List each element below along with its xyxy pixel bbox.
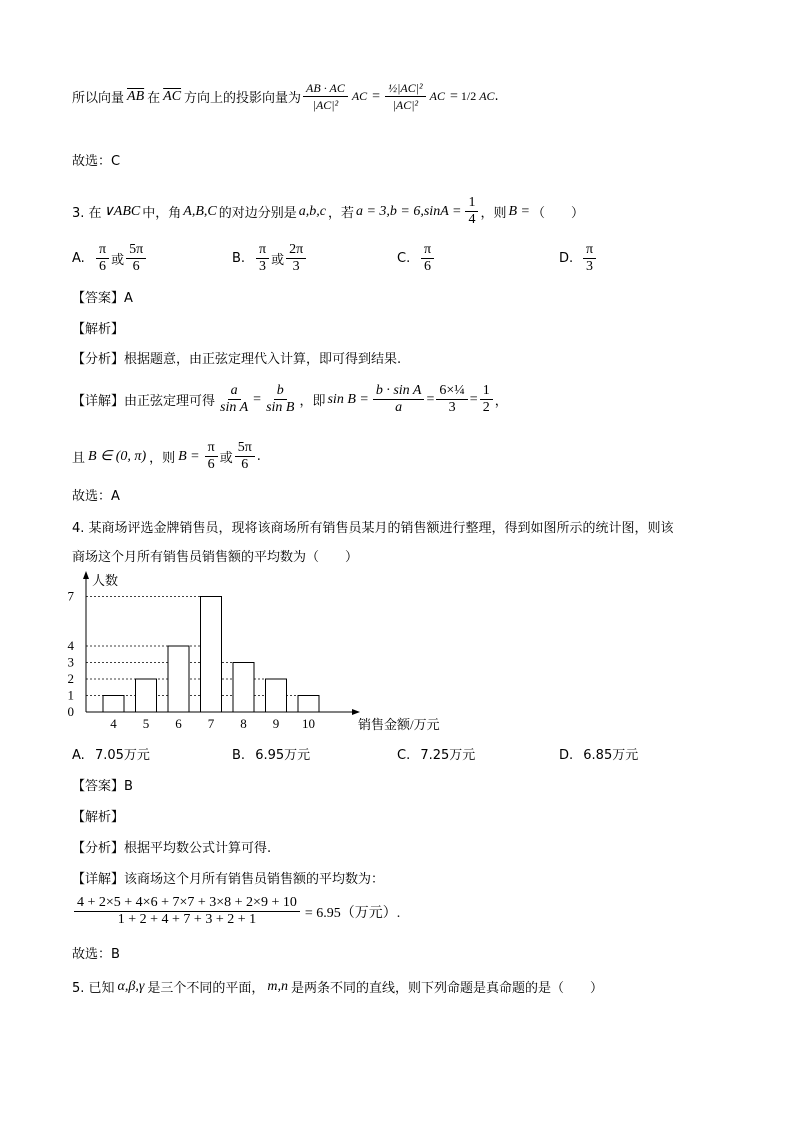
q4-final: 故选：B: [72, 947, 120, 962]
y-axis-label: 人数: [92, 573, 119, 588]
q4-stem-line2: 商场这个月所有销售员销售额的平均数为（ ）: [72, 550, 359, 565]
projection-in: 在: [147, 91, 161, 106]
frac-a-sinA: $\frac{a}{\text{sin A}}$: [220, 383, 249, 415]
q3-range-line: [72, 440, 261, 473]
vector-ac: $\overline{AC}$: [163, 88, 182, 104]
y-tick-label: 7: [67, 588, 74, 604]
option-or: 或: [271, 253, 285, 268]
option-fraction: $\frac{\pi}{6}$: [421, 242, 434, 275]
period: .: [256, 449, 261, 464]
y-tick-label: 0: [67, 704, 74, 719]
fenxi-tag: 【分析】: [72, 841, 125, 856]
q4-option-c[interactable]: [397, 744, 475, 763]
q4-options: [72, 744, 672, 764]
detail-text: 由正弦定理可得: [124, 394, 216, 409]
fenxi-text: 根据平均数公式计算可得.: [124, 841, 272, 856]
y-tick-label: 3: [67, 654, 74, 670]
option-label: C.: [397, 251, 411, 266]
q3-angles: A,B,C: [183, 203, 217, 219]
answer-tag: 【答案】: [72, 291, 125, 306]
projection-prefix: 所以向量: [72, 91, 125, 106]
fenxi-tag: 【分析】: [72, 352, 125, 367]
bar-7: [201, 597, 222, 713]
q5-lines: m,n: [267, 978, 289, 994]
projection-line: [72, 80, 499, 113]
option-or: 或: [111, 253, 125, 268]
frac-1-2: $\frac{1}{2}$: [480, 383, 493, 416]
q4-option-a[interactable]: [72, 744, 150, 763]
projection-fraction: $\frac{AB \cdot AC}{\text{|AC|²}}$: [303, 80, 348, 113]
frac-6quarter-3: $\frac{\text{6×¼}}{3}$: [436, 383, 467, 416]
option-fraction: $\frac{\pi}{3}$: [583, 242, 596, 275]
and: 且: [72, 451, 86, 466]
q3-cond: ，若: [327, 206, 354, 221]
pi-6: $\frac{\pi}{6}$: [205, 440, 218, 473]
option-label: D.: [559, 748, 578, 763]
q5-suffix: 是两条不同的直线，则下列命题是真命题的是（ ）: [291, 981, 604, 996]
x-tick-label: 9: [272, 716, 280, 731]
answer-tag: 【答案】: [72, 779, 125, 794]
frac-b-sinB: $\frac{b}{\text{sin B}}$: [266, 383, 295, 415]
option-label: B.: [232, 748, 250, 763]
y-axis-arrow: [83, 571, 89, 579]
projection-vector-2: AC: [429, 89, 445, 103]
frac-bsinA-a: $\frac{\text{b · sin A}}{a}$: [373, 383, 425, 416]
x-axis-arrow: [352, 709, 360, 715]
ji: ，即: [299, 394, 326, 409]
y-tick-label: 1: [67, 687, 74, 703]
x-axis-label: 销售金额/万元: [358, 717, 440, 732]
projection-vector: AC: [351, 89, 368, 103]
detail-text: 该商场这个月所有销售员销售额的平均数为：: [124, 872, 385, 887]
option-fraction: $\frac{\pi}{6}$: [96, 242, 109, 275]
q3-analysis-tag: 【解析】: [72, 322, 125, 337]
bar-10: [298, 696, 319, 713]
bar-9: [266, 679, 287, 712]
option-value: 6.95万元: [255, 748, 311, 763]
q3-option-c[interactable]: [397, 242, 436, 275]
bar-6: [168, 646, 189, 712]
q3-fenxi: [72, 348, 401, 367]
q3-mid2: 的对边分别是: [218, 206, 297, 221]
answer-choice-c: 故选：C: [72, 154, 121, 169]
x-tick-label: 6: [175, 716, 182, 731]
projection-vector-3: AC: [479, 89, 495, 103]
q3-option-a[interactable]: [72, 242, 148, 275]
x-tick-label: 4: [110, 716, 117, 731]
eq2: =: [426, 391, 435, 407]
option-label: B.: [232, 251, 246, 266]
option-value: 7.05万元: [94, 748, 150, 763]
bar-5: [136, 679, 157, 712]
q4-mean-formula: [72, 895, 400, 928]
q3-mid: 中，角: [142, 206, 182, 221]
period: .: [494, 89, 499, 104]
b-eq: B =: [178, 448, 200, 464]
answer-value: B: [124, 779, 133, 794]
q3-option-d[interactable]: [559, 242, 598, 275]
q4-analysis-tag: 【解析】: [72, 810, 125, 825]
or: 或: [219, 451, 233, 466]
q3-quarter: $\frac{1}{4}$: [465, 195, 478, 228]
y-tick-label: 2: [67, 671, 74, 686]
option-value: 6.85万元: [583, 748, 639, 763]
x-tick-label: 5: [142, 716, 150, 731]
equals-sign: =: [372, 88, 381, 104]
option-label: A.: [72, 748, 89, 763]
eq3: =: [469, 391, 478, 407]
vector-ab: $\overline{AB}$: [127, 88, 145, 104]
then: ，则: [149, 451, 176, 466]
q4-detail: [72, 868, 384, 887]
option-fraction: $\frac{\pi}{3}$: [256, 242, 269, 275]
answer-value: A: [124, 291, 133, 306]
mean-result: = 6.95（万元）.: [304, 905, 401, 921]
range: B ∈ (0, π): [88, 449, 147, 464]
option-label: A.: [72, 251, 85, 266]
q5-planes: α,β,γ: [117, 978, 145, 994]
option-label: C.: [397, 748, 415, 763]
q3-final: 故选：A: [72, 489, 120, 504]
option-fraction: $\frac{5\pi}{6}$: [126, 242, 146, 275]
q4-stem-line1: 4. 某商场评选金牌销售员，现将该商场所有销售员某月的销售额进行整理，得到如图所示的统计图，则该: [72, 521, 674, 536]
q3-detail: [72, 383, 508, 416]
option-fraction: $\frac{2\pi}{3}$: [286, 242, 306, 275]
detail-tag: 【详解】: [72, 872, 125, 887]
q3-option-b[interactable]: [232, 242, 308, 275]
q4-bar-chart: [60, 570, 440, 740]
fenxi-text: 根据题意，由正弦定理代入计算，即可得到结果.: [124, 352, 402, 367]
q3-cond-values: a = 3,b = 6,sinA =: [355, 203, 462, 219]
y-tick-label: 4: [67, 638, 74, 653]
one-half: 1/2: [460, 89, 477, 103]
q3-ask-var: B =: [508, 203, 530, 219]
q3-options: [72, 242, 672, 278]
x-tick-label: 10: [302, 716, 315, 731]
q3-triangle: ∨ABC: [103, 204, 141, 219]
q3-prefix: 3. 在: [72, 206, 102, 221]
q3-paren: （ ）: [531, 206, 584, 221]
q4-answer: [72, 775, 133, 794]
sinB-eq: sin B =: [327, 391, 369, 407]
q5-prefix: 5. 已知: [72, 981, 115, 996]
q5-stem: [72, 977, 603, 996]
x-tick-label: 7: [207, 716, 215, 731]
5pi-6: $\frac{5\pi}{6}$: [235, 440, 255, 473]
bar-8: [233, 663, 254, 713]
detail-tag: 【详解】: [72, 394, 125, 409]
q4-fenxi: [72, 837, 271, 856]
eq: =: [253, 391, 262, 407]
projection-suffix: 方向上的投影向量为: [184, 91, 302, 106]
q4-option-b[interactable]: [232, 744, 310, 763]
equals-sign-2: =: [449, 88, 458, 104]
bar-4: [103, 696, 124, 713]
q3-stem: [72, 195, 584, 228]
q3-ask: ，则: [480, 206, 507, 221]
q3-sides: a,b,c: [298, 203, 326, 219]
mean-fraction: $\frac{4 + 2\times 5 + 4\times 6 + 7\times 7 + 3\times 8 + 2\times 9 + 10}{1 + 2 + 4 + 7 + 3 + 2 + 1}$: [74, 895, 300, 928]
comma: ，: [494, 394, 508, 409]
option-label: D.: [559, 251, 574, 266]
half-fraction: $\frac{\text{½|AC|²}}{\text{|AC|²}}$: [385, 80, 426, 113]
x-tick-label: 8: [240, 716, 247, 731]
q5-mid: 是三个不同的平面，: [147, 981, 265, 996]
q3-answer: [72, 287, 133, 306]
q4-option-d[interactable]: [559, 744, 638, 763]
option-value: 7.25万元: [420, 748, 476, 763]
